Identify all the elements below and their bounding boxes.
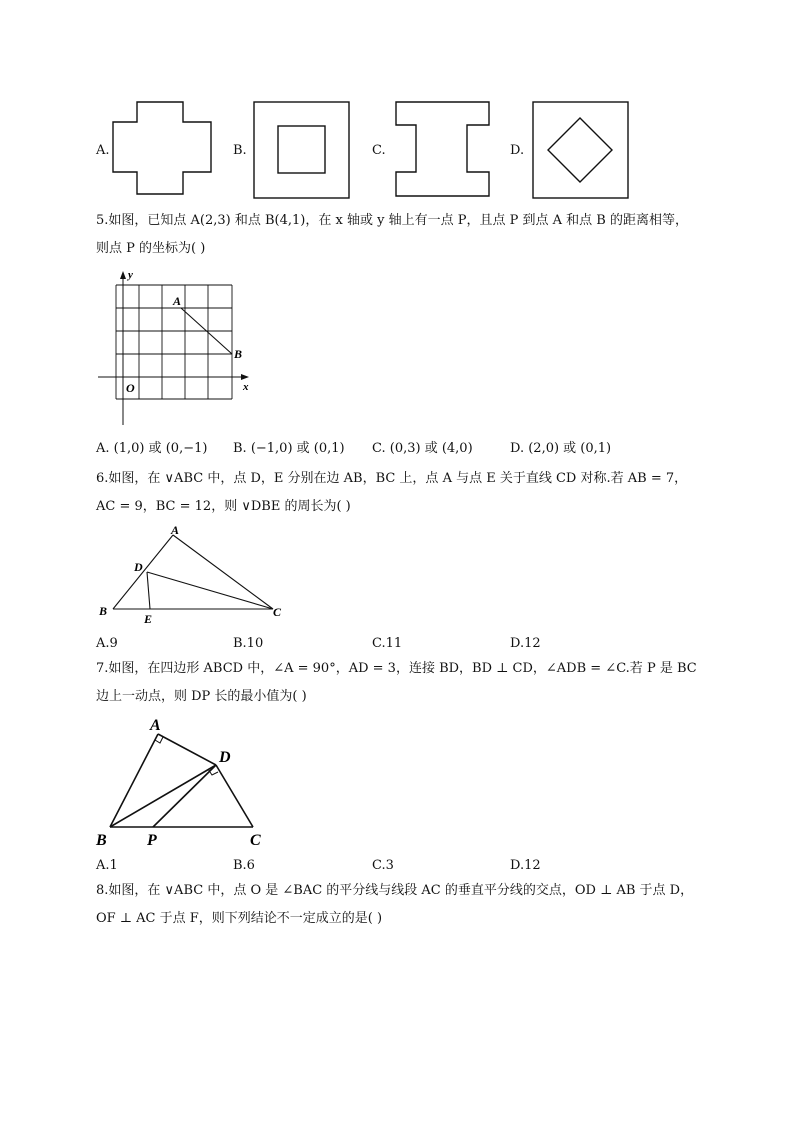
question-7-line-1: 7.如图，在四边形 ABCD 中，∠A = 90°，AD = 3，连接 BD，BD ⊥ CD，∠ADB = ∠C.若 P 是 BC [96,661,697,676]
q6-vertex-c: C [273,605,282,619]
question-6-line-1: 6.如图，在 ∨ABC 中，点 D，E 分别在边 AB，BC 上，点 A 与点 E 关于直线 CD 对称.若 AB = 7， [96,471,688,486]
y-axis-label: y [128,269,133,281]
coordinate-grid-figure [95,265,255,435]
point-b-label: B [234,347,243,361]
square-in-square-figure [252,100,352,200]
q7-vertex-a: A [150,717,161,734]
q7-option-b: B.6 [233,858,255,873]
q7-vertex-b: B [96,832,107,849]
question-8-line-1: 8.如图，在 ∨ABC 中，点 O 是 ∠BAC 的平分线与线段 AC 的垂直平分线的交点，OD ⊥ AB 于点 D， [96,883,694,898]
q6-vertex-b: B [99,604,108,618]
q7-vertex-d: D [219,749,231,766]
cross-shape-figure [110,100,215,200]
origin-label: O [126,381,135,395]
q7-point-p: P [147,832,157,849]
x-axis-label: x [243,381,249,393]
q7-vertex-c: C [250,832,261,849]
q6-vertex-e: E [144,612,153,626]
q5-option-a: A. (1,0) 或 (0,−1) [96,441,208,456]
shape-option-c-label: C. [372,143,386,158]
triangle-abc-figure [95,520,295,630]
question-5-line-2: 则点 P 的坐标为( ) [96,241,206,256]
question-8-line-2: OF ⊥ AC 于点 F，则下列结论不一定成立的是( ) [96,911,383,926]
question-6-line-2: AC = 9，BC = 12，则 ∨DBE 的周长为( ) [96,499,351,514]
q6-option-a: A.9 [96,636,118,651]
q5-option-c: C. (0,3) 或 (4,0) [372,441,473,456]
quadrilateral-abcd-figure [95,710,275,850]
q7-option-c: C.3 [372,858,394,873]
q6-option-b: B.10 [233,636,264,651]
q6-vertex-a: A [171,523,180,537]
shape-option-b-label: B. [233,143,247,158]
question-5-line-1: 5.如图，已知点 A(2,3) 和点 B(4,1)，在 x 轴或 y 轴上有一点 P，且点 P 到点 A 和点 B 的距离相等， [96,213,688,228]
diamond-in-square-figure [531,100,631,200]
i-beam-shape-figure [393,100,493,200]
q6-option-c: C.11 [372,636,403,651]
q5-option-d: D. (2,0) 或 (0,1) [510,441,612,456]
q5-option-b: B. (−1,0) 或 (0,1) [233,441,345,456]
q7-option-a: A.1 [96,858,118,873]
q6-vertex-d: D [134,560,143,574]
q6-option-d: D.12 [510,636,541,651]
question-7-line-2: 边上一动点，则 DP 长的最小值为( ) [96,689,307,704]
q7-option-d: D.12 [510,858,541,873]
point-a-label: A [173,294,182,308]
shape-option-a-label: A. [96,143,110,158]
shape-option-d-label: D. [510,143,525,158]
